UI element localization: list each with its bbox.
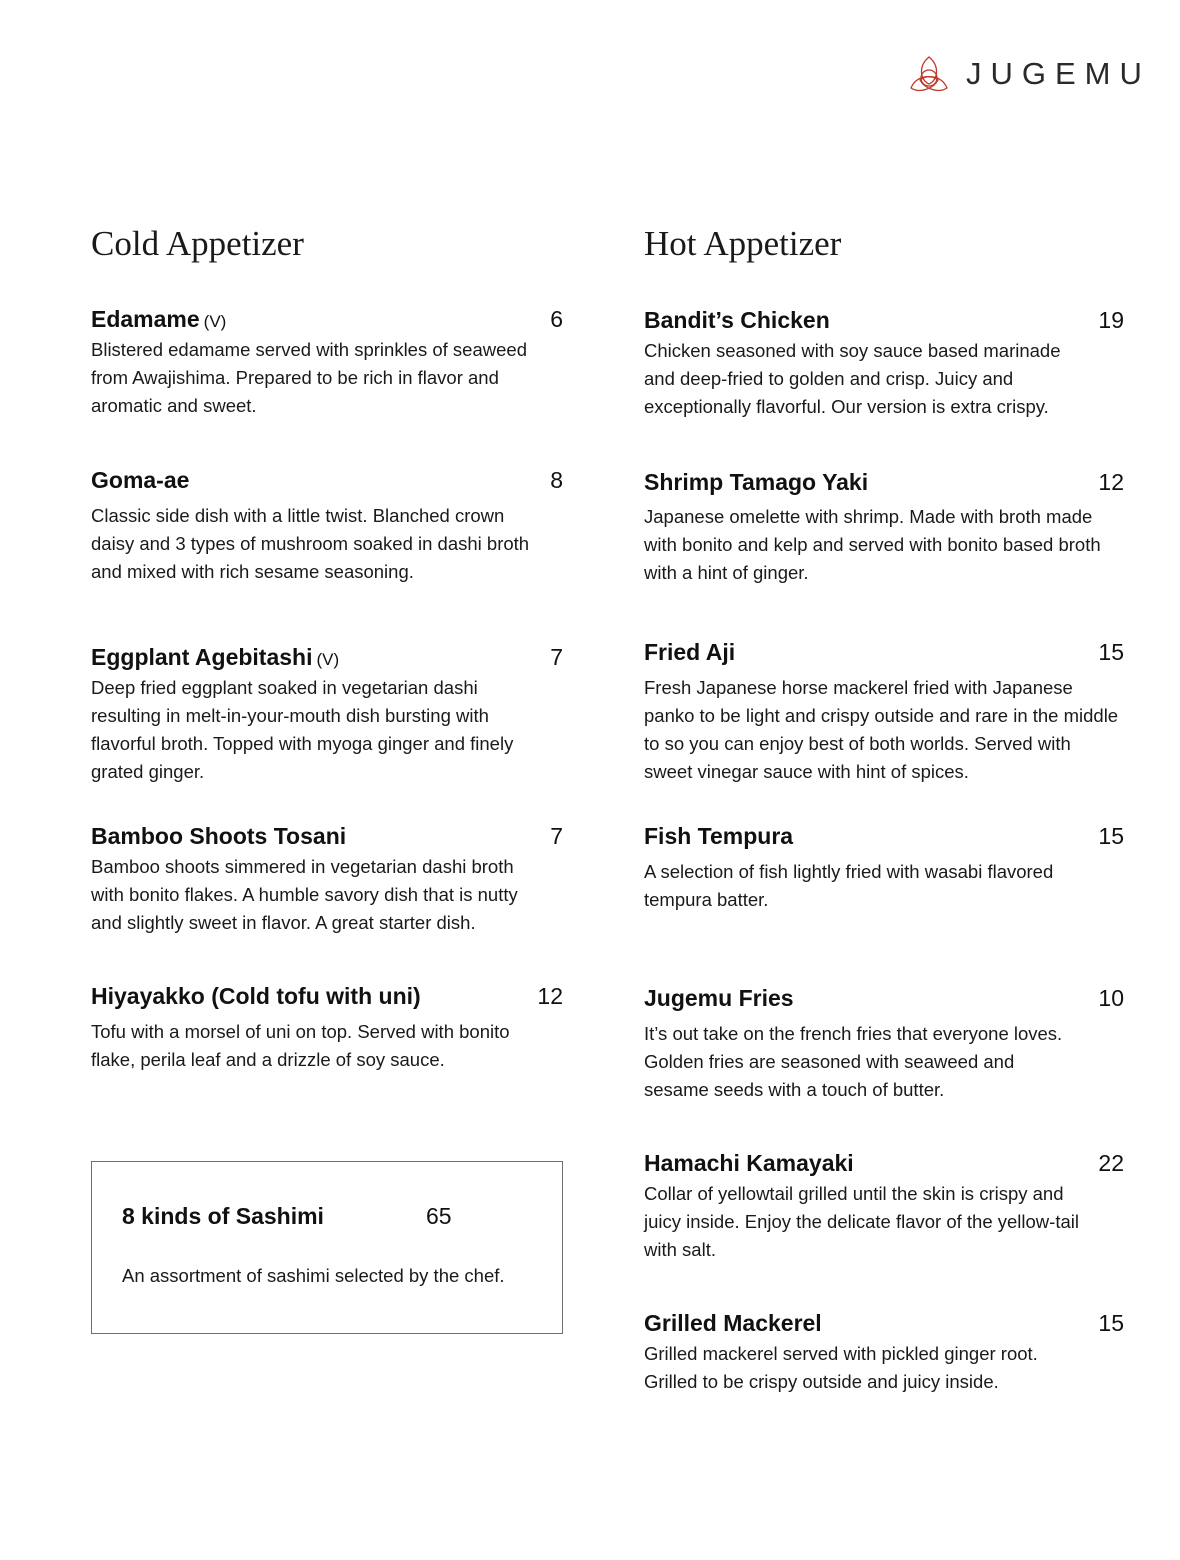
menu-item-fried-aji bbox=[644, 639, 1124, 786]
item-price: 19 bbox=[1098, 307, 1124, 333]
cold-section-title: Cold Appetizer bbox=[91, 224, 304, 263]
item-description: Grilled mackerel served with pickled ginger root. Grilled to be crispy outside and juicy inside. bbox=[644, 1343, 1038, 1392]
item-description: Bamboo shoots simmered in vegetarian dashi broth with bonito flakes. A humble savory dish that is nutty and slightly sweet in flavor. A great starter dish. bbox=[91, 856, 518, 933]
menu-item-hamachi-kamayaki bbox=[644, 1150, 1124, 1264]
special-sashimi-box bbox=[91, 1161, 563, 1334]
item-price: 15 bbox=[1098, 1310, 1124, 1336]
item-name: Hamachi Kamayaki bbox=[644, 1150, 854, 1176]
special-item-description: An assortment of sashimi selected by the chef. bbox=[122, 1265, 505, 1286]
item-name: Shrimp Tamago Yaki bbox=[644, 469, 869, 495]
item-name: Eggplant Agebitashi (V) bbox=[91, 644, 340, 670]
item-description: Deep fried eggplant soaked in vegetarian dashi resulting in melt-in-your-mouth dish bursting with flavorful broth. Topped with myoga ginger and finely grated ginger. bbox=[91, 677, 514, 782]
item-description: Blistered edamame served with sprinkles of seaweed from Awajishima. Prepared to be rich in flavor and aromatic and sweet. bbox=[91, 339, 527, 416]
item-price: 22 bbox=[1098, 1150, 1124, 1176]
menu-item-goma-ae bbox=[91, 467, 563, 586]
menu-item-edamame bbox=[91, 306, 563, 420]
item-name: Fried Aji bbox=[644, 639, 736, 665]
item-name: Hiyayakko (Cold tofu with uni) bbox=[91, 983, 421, 1009]
item-price: 7 bbox=[550, 644, 563, 670]
item-price: 12 bbox=[1098, 469, 1124, 495]
hot-section-title: Hot Appetizer bbox=[644, 224, 842, 263]
item-name: Bamboo Shoots Tosani bbox=[91, 823, 347, 849]
item-price: 12 bbox=[537, 983, 563, 1009]
item-price: 7 bbox=[550, 823, 563, 849]
item-name: Edamame (V) bbox=[91, 306, 227, 332]
item-description: A selection of fish lightly fried with wasabi flavored tempura batter. bbox=[644, 861, 1054, 910]
item-name: Jugemu Fries bbox=[644, 985, 794, 1011]
brand-logo bbox=[908, 54, 1151, 94]
item-description: It’s out take on the french fries that everyone loves. Golden fries are seasoned with seaweed and sesame seeds with a touch of butter. bbox=[644, 1023, 1063, 1100]
menu-item-bandits-chicken bbox=[644, 307, 1124, 421]
triquetra-icon bbox=[908, 54, 950, 94]
item-name: Bandit’s Chicken bbox=[644, 307, 830, 333]
menu-item-hiyayakko bbox=[91, 983, 563, 1074]
item-description: Japanese omelette with shrimp. Made with broth made with bonito and kelp and served with bonito based broth with a hint of ginger. bbox=[644, 506, 1101, 583]
item-price: 6 bbox=[550, 306, 563, 332]
vegetarian-tag: (V) bbox=[316, 650, 340, 669]
vegetarian-tag: (V) bbox=[203, 312, 227, 331]
item-price: 15 bbox=[1098, 823, 1124, 849]
item-price: 8 bbox=[550, 467, 563, 493]
menu-item-jugemu-fries bbox=[644, 985, 1124, 1104]
menu-item-grilled-mackerel bbox=[644, 1310, 1124, 1396]
item-name: Grilled Mackerel bbox=[644, 1310, 822, 1336]
item-description: Fresh Japanese horse mackerel fried with Japanese panko to be light and crispy outside and rare in the middle to so you can enjoy best of both worlds. Served with sweet vinegar sauce with hint of spices. bbox=[644, 677, 1119, 782]
item-description: Tofu with a morsel of uni on top. Served with bonito flake, perila leaf and a drizzle of soy sauce. bbox=[91, 1021, 510, 1070]
item-name: Goma-ae bbox=[91, 467, 190, 493]
brand-name: JUGEMU bbox=[966, 56, 1151, 91]
item-description: Classic side dish with a little twist. Blanched crown daisy and 3 types of mushroom soaked in dashi broth and mixed with rich sesame seasoning. bbox=[91, 505, 530, 582]
menu-item-shrimp-tamago-yaki bbox=[644, 469, 1124, 587]
item-description: Collar of yellowtail grilled until the skin is crispy and juicy inside. Enjoy the delicate flavor of the yellow-tail with salt. bbox=[644, 1183, 1079, 1260]
item-price: 10 bbox=[1098, 985, 1124, 1011]
item-name: Fish Tempura bbox=[644, 823, 794, 849]
menu-item-eggplant-agebitashi bbox=[91, 644, 563, 786]
item-price: 15 bbox=[1098, 639, 1124, 665]
special-item-price: 65 bbox=[426, 1203, 452, 1229]
item-description: Chicken seasoned with soy sauce based marinade and deep-fried to golden and crisp. Juicy and exceptionally flavorful. Our version is extra crispy. bbox=[644, 340, 1061, 417]
menu-item-fish-tempura bbox=[644, 823, 1124, 914]
special-item-name: 8 kinds of Sashimi bbox=[122, 1203, 324, 1229]
menu-item-bamboo-shoots-tosani bbox=[91, 823, 563, 937]
